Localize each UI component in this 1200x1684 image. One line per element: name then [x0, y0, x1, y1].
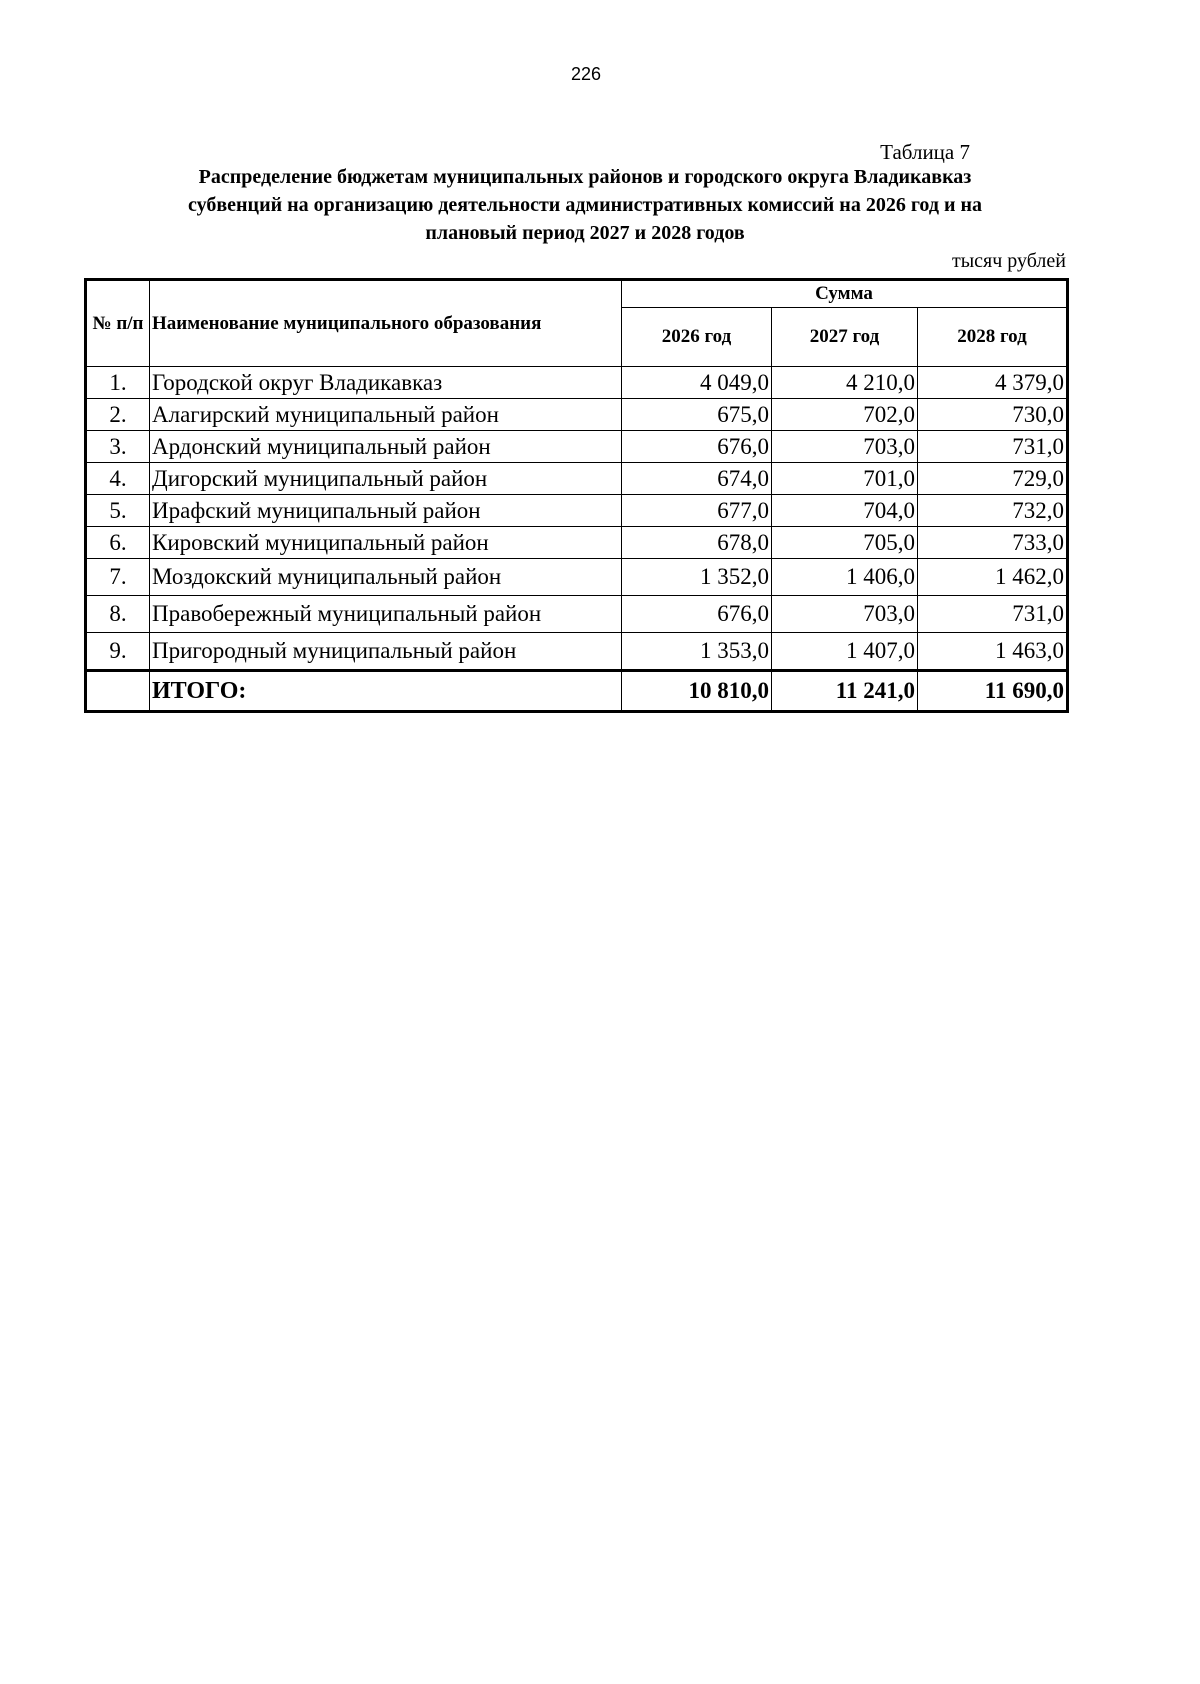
row-name: Алагирский муниципальный район — [150, 399, 622, 431]
table-row — [86, 596, 1068, 633]
row-name: Правобережный муниципальный район — [150, 596, 622, 633]
unit-label: тысяч рублей — [951, 250, 1066, 272]
total-value-2027: 11 241,0 — [772, 671, 918, 712]
total-value-2028: 11 690,0 — [918, 671, 1068, 712]
row-value-2028: 731,0 — [918, 596, 1068, 633]
row-value-2028: 733,0 — [918, 527, 1068, 559]
row-value-2026: 674,0 — [622, 463, 772, 495]
row-value-2026: 1 353,0 — [622, 633, 772, 671]
row-value-2028: 732,0 — [918, 495, 1068, 527]
row-number: 7. — [86, 559, 150, 596]
row-number: 1. — [86, 367, 150, 399]
title-line: субвенций на организацию деятельности административных комиссий на 2026 год и на — [188, 194, 982, 216]
row-name: Ирафский муниципальный район — [150, 495, 622, 527]
row-value-2028: 729,0 — [918, 463, 1068, 495]
row-value-2026: 677,0 — [622, 495, 772, 527]
table-row — [86, 495, 1068, 527]
row-value-2026: 676,0 — [622, 596, 772, 633]
row-value-2027: 703,0 — [772, 431, 918, 463]
row-name: Дигорский муниципальный район — [150, 463, 622, 495]
row-value-2027: 703,0 — [772, 596, 918, 633]
table-row — [86, 367, 1068, 399]
row-value-2028: 731,0 — [918, 431, 1068, 463]
row-name: Кировский муниципальный район — [150, 527, 622, 559]
row-number: 8. — [86, 596, 150, 633]
total-number-cell — [86, 671, 150, 712]
table-row — [86, 463, 1068, 495]
total-value-2026: 10 810,0 — [622, 671, 772, 712]
row-value-2027: 704,0 — [772, 495, 918, 527]
row-name: Городской округ Владикавказ — [150, 367, 622, 399]
table-row — [86, 431, 1068, 463]
row-number: 2. — [86, 399, 150, 431]
row-name: Пригородный муниципальный район — [150, 633, 622, 671]
row-value-2028: 1 463,0 — [918, 633, 1068, 671]
row-value-2026: 678,0 — [622, 527, 772, 559]
table-row — [86, 399, 1068, 431]
table-label: Таблица 7 — [880, 140, 970, 164]
table-row — [86, 633, 1068, 671]
row-value-2027: 1 407,0 — [772, 633, 918, 671]
total-label: ИТОГО: — [150, 671, 622, 712]
row-value-2027: 4 210,0 — [772, 367, 918, 399]
row-value-2028: 4 379,0 — [918, 367, 1068, 399]
row-value-2027: 701,0 — [772, 463, 918, 495]
row-number: 5. — [86, 495, 150, 527]
row-value-2026: 675,0 — [622, 399, 772, 431]
total-row — [86, 671, 1068, 712]
row-value-2026: 676,0 — [622, 431, 772, 463]
distribution-table — [84, 278, 1069, 713]
row-number: 4. — [86, 463, 150, 495]
title-line: Распределение бюджетам муниципальных районов и городского округа Владикавказ — [198, 166, 972, 188]
row-value-2028: 730,0 — [918, 399, 1068, 431]
row-value-2026: 4 049,0 — [622, 367, 772, 399]
document-title — [110, 163, 1060, 247]
row-value-2027: 705,0 — [772, 527, 918, 559]
header-year-2028: 2028 год — [918, 308, 1068, 367]
row-name: Моздокский муниципальный район — [150, 559, 622, 596]
row-name: Ардонский муниципальный район — [150, 431, 622, 463]
table-row — [86, 559, 1068, 596]
row-value-2027: 1 406,0 — [772, 559, 918, 596]
row-number: 9. — [86, 633, 150, 671]
row-value-2027: 702,0 — [772, 399, 918, 431]
row-value-2026: 1 352,0 — [622, 559, 772, 596]
header-year-2026: 2026 год — [622, 308, 772, 367]
header-year-2027: 2027 год — [772, 308, 918, 367]
page-number: 226 — [570, 64, 602, 84]
table-row — [86, 527, 1068, 559]
row-number: 3. — [86, 431, 150, 463]
header-number: № п/п — [86, 280, 150, 367]
title-line: плановый период 2027 и 2028 годов — [425, 222, 745, 244]
header-sum: Сумма — [622, 280, 1068, 308]
header-name: Наименование муниципального образования — [150, 280, 622, 367]
row-number: 6. — [86, 527, 150, 559]
row-value-2028: 1 462,0 — [918, 559, 1068, 596]
